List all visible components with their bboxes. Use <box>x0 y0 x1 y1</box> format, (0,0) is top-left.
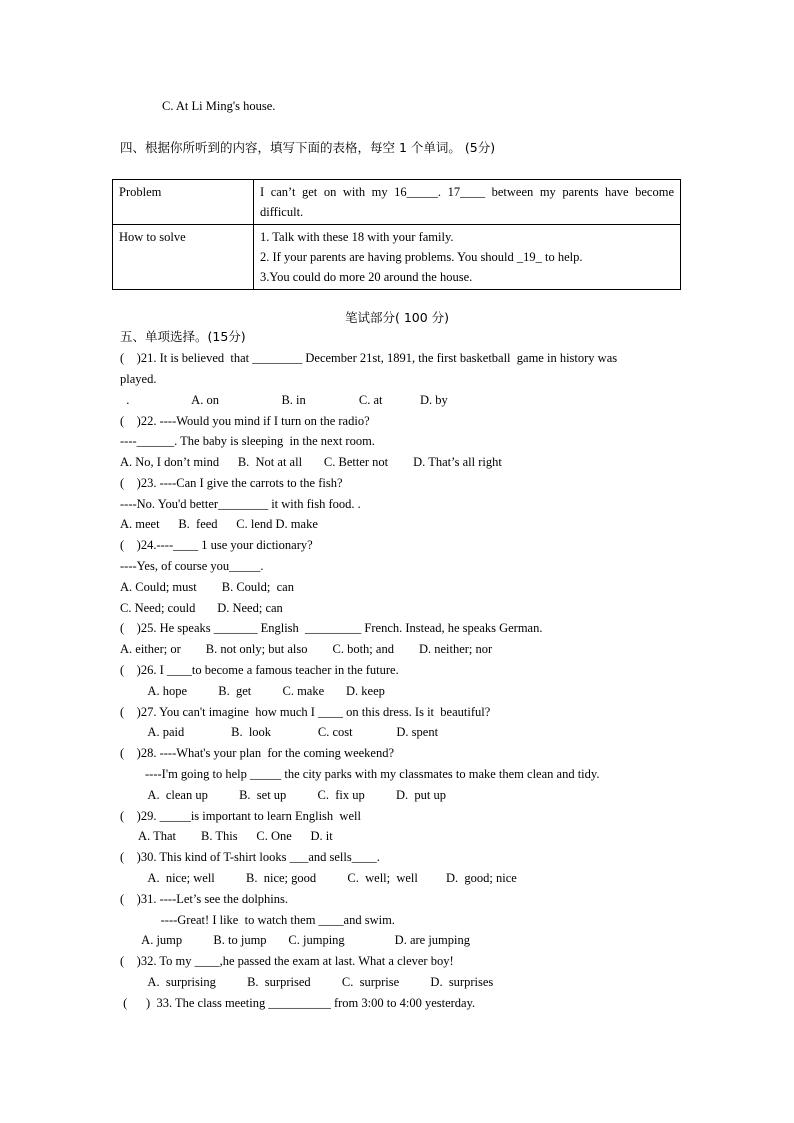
question-line: ( )21. It is believed that ________ December 21st, 1891, the first basketball game in history was <box>120 351 618 365</box>
solve-line-3: 3.You could do more 20 around the house. <box>260 270 473 284</box>
question-line: ( )29. _____is important to learn English well <box>120 809 361 823</box>
table-cell-solve-text <box>254 225 681 290</box>
question-line: ( )22. ----Would you mind if I turn on the radio? <box>120 414 370 428</box>
answer-options: A. No, I don’t mind B. Not at all C. Better not D. That’s all right <box>120 455 502 469</box>
answer-options: A. surprising B. surprised C. surprise D. surprises <box>120 975 494 989</box>
solve-line-1: 1. Talk with these 18 with your family. <box>260 230 454 244</box>
answer-options: C. Need; could D. Need; can <box>120 601 283 615</box>
written-part-title: 笔试部分( 100 分) <box>344 310 450 325</box>
answer-options: A. either; or B. not only; but also C. both; and D. neither; nor <box>120 642 493 656</box>
question-line: played. <box>120 372 157 386</box>
answer-options: A. jump B. to jump C. jumping D. are jumping <box>120 933 470 947</box>
table-cell-solve-label: How to solve <box>113 225 254 290</box>
question-line: ----I'm going to help _____ the city parks with my classmates to make them clean and tidy. <box>120 767 600 781</box>
table-cell-problem-label: Problem <box>113 180 254 225</box>
question-line: ( ) 33. The class meeting __________ from 3:00 to 4:00 yesterday. <box>120 996 476 1010</box>
question-line: ( )31. ----Let’s see the dolphins. <box>120 892 289 906</box>
solve-line-2: 2. If your parents are having problems. You should _19_ to help. <box>260 250 583 264</box>
question-line: ( )24.----____ 1 use your dictionary? <box>120 538 313 552</box>
answer-options: A. Could; must B. Could; can <box>120 580 294 594</box>
answer-options: A. nice; well B. nice; good C. well; well D. good; nice <box>120 871 517 885</box>
question-line: ( )27. You can't imagine how much I ____ on this dress. Is it beautiful? <box>120 705 491 719</box>
section-4-heading: 四、根据你所听到的内容，填写下面的表格，每空 1 个单词。 (5分) <box>120 140 496 155</box>
option-c-top: C. At Li Ming's house. <box>162 99 276 113</box>
question-line: ----No. You'd better________ it with fish food. . <box>120 497 361 511</box>
question-line: ----Yes, of course you_____. <box>120 559 264 573</box>
question-line: ( )28. ----What's your plan for the coming weekend? <box>120 746 395 760</box>
answer-options: A. clean up B. set up C. fix up D. put up <box>120 788 447 802</box>
answer-options: A. That B. This C. One D. it <box>120 829 333 843</box>
answer-options: A. paid B. look C. cost D. spent <box>120 725 439 739</box>
question-line: ( )23. ----Can I give the carrots to the fish? <box>120 476 343 490</box>
question-line: ( )32. To my ____,he passed the exam at last. What a clever boy! <box>120 954 454 968</box>
question-line: ( )30. This kind of T-shirt looks ___and sells____. <box>120 850 380 864</box>
listening-table <box>112 179 681 290</box>
table-cell-problem-text: I can’t get on with my 16_____. 17____ between my parents have become difficult. <box>254 180 681 225</box>
answer-options: A. hope B. get C. make D. keep <box>120 684 385 698</box>
question-line: ( )25. He speaks _______ English _________ French. Instead, he speaks German. <box>120 621 543 635</box>
question-line: ----Great! I like to watch them ____and swim. <box>120 913 395 927</box>
answer-options: . A. on B. in C. at D. by <box>120 393 448 407</box>
question-line: ( )26. I ____to become a famous teacher in the future. <box>120 663 399 677</box>
answer-options: A. meet B. feed C. lend D. make <box>120 517 318 531</box>
section-5-heading: 五、单项选择。(15分) <box>120 329 246 344</box>
question-line: ----______. The baby is sleeping in the next room. <box>120 434 375 448</box>
